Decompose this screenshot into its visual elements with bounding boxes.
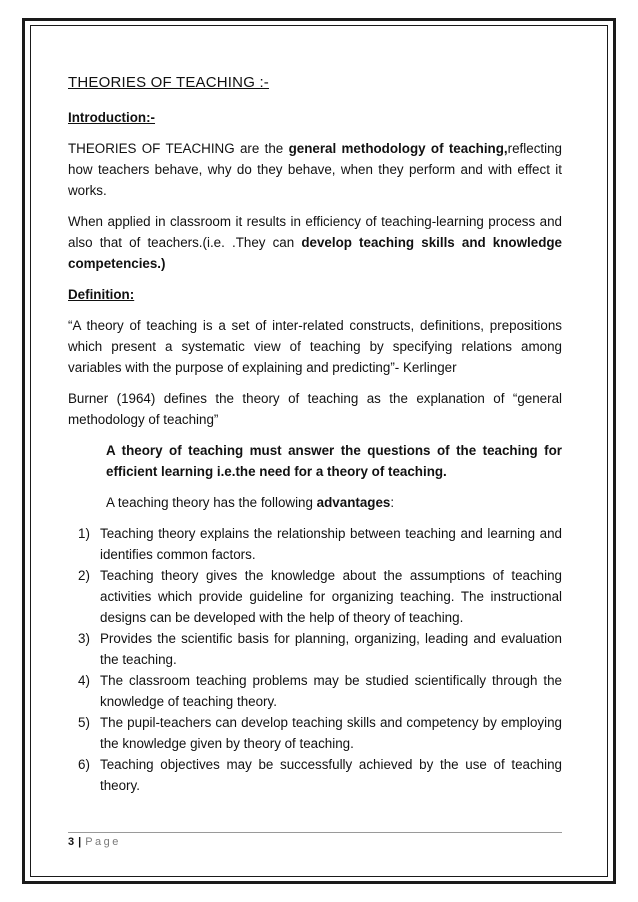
list-number: 3)	[78, 631, 90, 646]
bold-text-run: develop teaching skills and knowledge competencies.)	[68, 235, 563, 271]
bold-statement: A theory of teaching must answer the questions of the teaching for efficient learning i.e.the need for a theory of teaching.	[106, 443, 562, 479]
document-body	[68, 72, 562, 796]
introduction-paragraph-2	[68, 211, 562, 274]
text-run: reflecting how teachers behave, why do they behave, when they perform and with effect it works.	[68, 141, 562, 198]
list-item-text: Teaching theory explains the relationship between teaching and learning and identifies common factors.	[100, 526, 562, 562]
list-number: 2)	[78, 568, 90, 583]
definition-paragraph-1: “A theory of teaching is a set of inter-related constructs, definitions, prepositions which present a systematic view of teaching by specifying relations among variables with the purpose of explaining and predicting”- Kerlinger	[68, 318, 562, 375]
footer-divider	[68, 832, 562, 833]
page-label: Page	[85, 836, 121, 848]
page-footer	[68, 836, 121, 848]
list-item-text: Teaching theory gives the knowledge about the assumptions of teaching activities which provide guideline for organizing teaching. The instructional designs can be developed with the help of theory of teaching.	[100, 568, 562, 625]
footer-separator: |	[78, 836, 82, 848]
text-run: THEORIES OF TEACHING are the	[68, 141, 289, 156]
list-item-text: The classroom teaching problems may be studied scientifically through the knowledge of teaching theory.	[100, 673, 562, 709]
list-item	[68, 628, 562, 670]
text-run: When applied in classroom it results in efficiency of teaching-learning process and also that of teachers.(i.e. .They can	[68, 214, 562, 250]
introduction-paragraph-1	[68, 138, 562, 201]
bold-text-run: advantages	[316, 495, 391, 510]
page-number: 3	[68, 836, 75, 848]
list-item	[68, 670, 562, 712]
text-run: :	[390, 495, 395, 510]
list-item	[68, 523, 562, 565]
page-title: THEORIES OF TEACHING :-	[68, 74, 270, 91]
list-number: 4)	[78, 673, 90, 688]
list-item-text: Provides the scientific basis for planning, organizing, leading and evaluation the teaching.	[100, 631, 562, 667]
list-item	[68, 565, 562, 628]
list-item	[68, 754, 562, 796]
bold-text-run: general methodology of teaching,	[288, 141, 508, 156]
list-number: 6)	[78, 757, 90, 772]
list-number: 5)	[78, 715, 90, 730]
list-number: 1)	[78, 526, 90, 541]
advantages-intro	[106, 492, 562, 513]
definition-heading: Definition:	[68, 287, 135, 302]
list-item-text: Teaching objectives may be successfully achieved by the use of teaching theory.	[100, 757, 562, 793]
introduction-heading: Introduction:-	[68, 110, 156, 125]
definition-paragraph-2: Burner (1964) defines the theory of teaching as the explanation of “general methodology of teaching”	[68, 391, 562, 427]
advantages-list	[68, 523, 562, 796]
list-item	[68, 712, 562, 754]
list-item-text: The pupil-teachers can develop teaching skills and competency by employing the knowledge given by theory of teaching.	[100, 715, 562, 751]
text-run: A teaching theory has the following	[106, 495, 317, 510]
